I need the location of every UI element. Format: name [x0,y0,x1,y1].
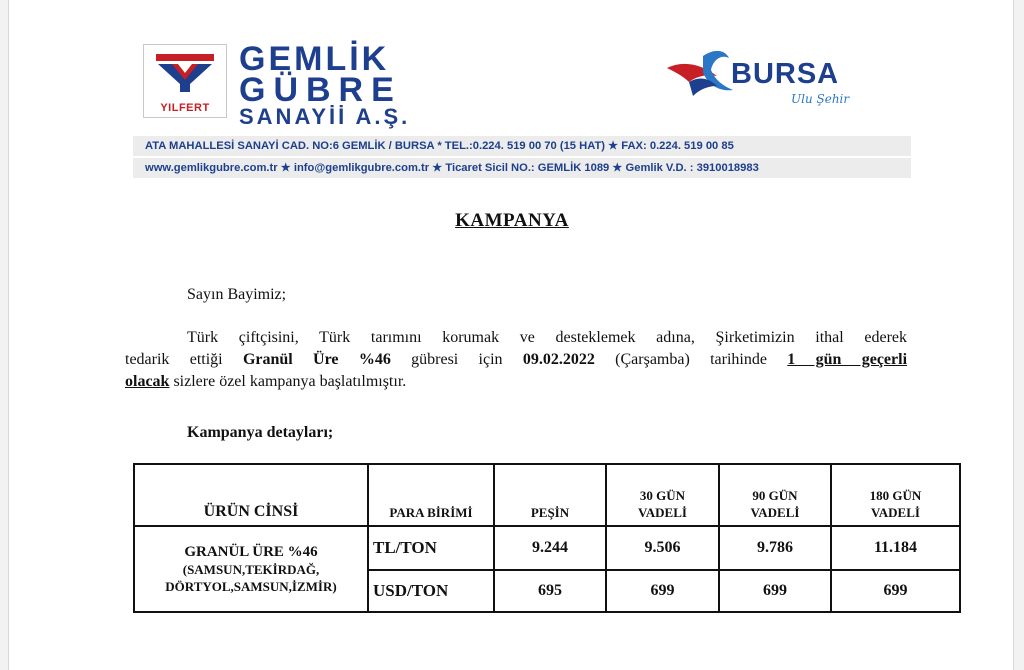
details-label: Kampanya detayları; [187,424,334,441]
header-180-a: 180 GÜN [869,488,922,503]
header-currency: PARA BİRİMİ [368,464,494,526]
product-cell [134,526,368,612]
unit-cell: USD/TON [368,570,494,612]
price-180-days: 11.184 [831,526,960,570]
bursa-wordmark: BURSA [731,58,840,90]
company-line-3: SANAYİİ A.Ş. [239,104,411,129]
greeting: Sayın Bayimiz; [187,286,287,303]
header-30-a: 30 GÜN [639,488,686,503]
price-90-days: 699 [719,570,831,612]
price-180-days: 699 [831,570,960,612]
para-text: (Çarşamba) tarihinde [594,351,788,368]
letterhead [133,38,911,184]
validity-highlight: 1 gün geçerli [787,351,908,368]
price-cash: 9.244 [494,526,606,570]
header-cash: PEŞİN [494,464,606,526]
header-90-a: 90 GÜN [752,488,798,503]
yilfert-logo-icon [154,52,216,94]
campaign-date: 09.02.2022 [522,351,595,368]
product-locations-1: (SAMSUN,TEKİRDAĞ, [182,561,320,577]
header-30-days [606,464,719,526]
campaign-paragraph [125,327,907,393]
table-header-row [134,464,960,526]
price-cash: 695 [494,570,606,612]
company-line-1: GEMLİK [239,40,390,78]
para-text: tedarik ettiği [125,351,243,368]
company-logo [143,44,227,118]
company-line-2: GÜBRE [239,71,402,109]
header-90-days [719,464,831,526]
web-contact-line: www.gemlikgubre.com.tr ★ info@gemlikgubre.com.tr ★ Ticaret Sicil NO.: GEMLİK 1089 ★ Gemlik V.D. : 3910018983 [133,158,911,178]
price-90-days: 9.786 [719,526,831,570]
document-page [8,0,1014,670]
document-title: KAMPANYA [455,210,569,231]
product-locations-2: DÖRTYOL,SAMSUN,İZMİR) [165,578,337,594]
address-line: ATA MAHALLESİ SANAYİ CAD. NO:6 GEMLİK / BURSA * TEL.:0.224. 519 00 70 (15 HAT) ★ FAX: 0.224. 519 00 85 [133,136,911,156]
validity-highlight-cont: olacak [125,373,170,390]
paragraph-line-3 [125,371,907,393]
header-180-b: VADELİ [871,505,920,520]
price-table [133,463,961,613]
para-text: gübresi için [390,351,523,368]
price-30-days: 699 [606,570,719,612]
header-30-b: VADELİ [638,505,687,520]
paragraph-line-2 [125,349,907,371]
paragraph-line-1: Türk çiftçisini, Türk tarımını korumak ve desteklemek adına, Şirketimizin ithal ederek [187,329,907,346]
bursa-slogan: Ulu Şehir [791,92,850,106]
unit-cell: TL/TON [368,526,494,570]
para-text: sizlere özel kampanya başlatılmıştır. [169,373,407,390]
product-highlight: Granül Üre %46 [242,351,391,368]
header-90-b: VADELİ [750,505,800,520]
logo-label: YILFERT [160,102,210,114]
bursa-logo [663,42,913,122]
table-row [134,526,960,570]
header-180-days [831,464,960,526]
product-name: GRANÜL ÜRE %46 [184,543,318,560]
price-30-days: 9.506 [606,526,719,570]
header-product: ÜRÜN CİNSİ [134,464,368,526]
